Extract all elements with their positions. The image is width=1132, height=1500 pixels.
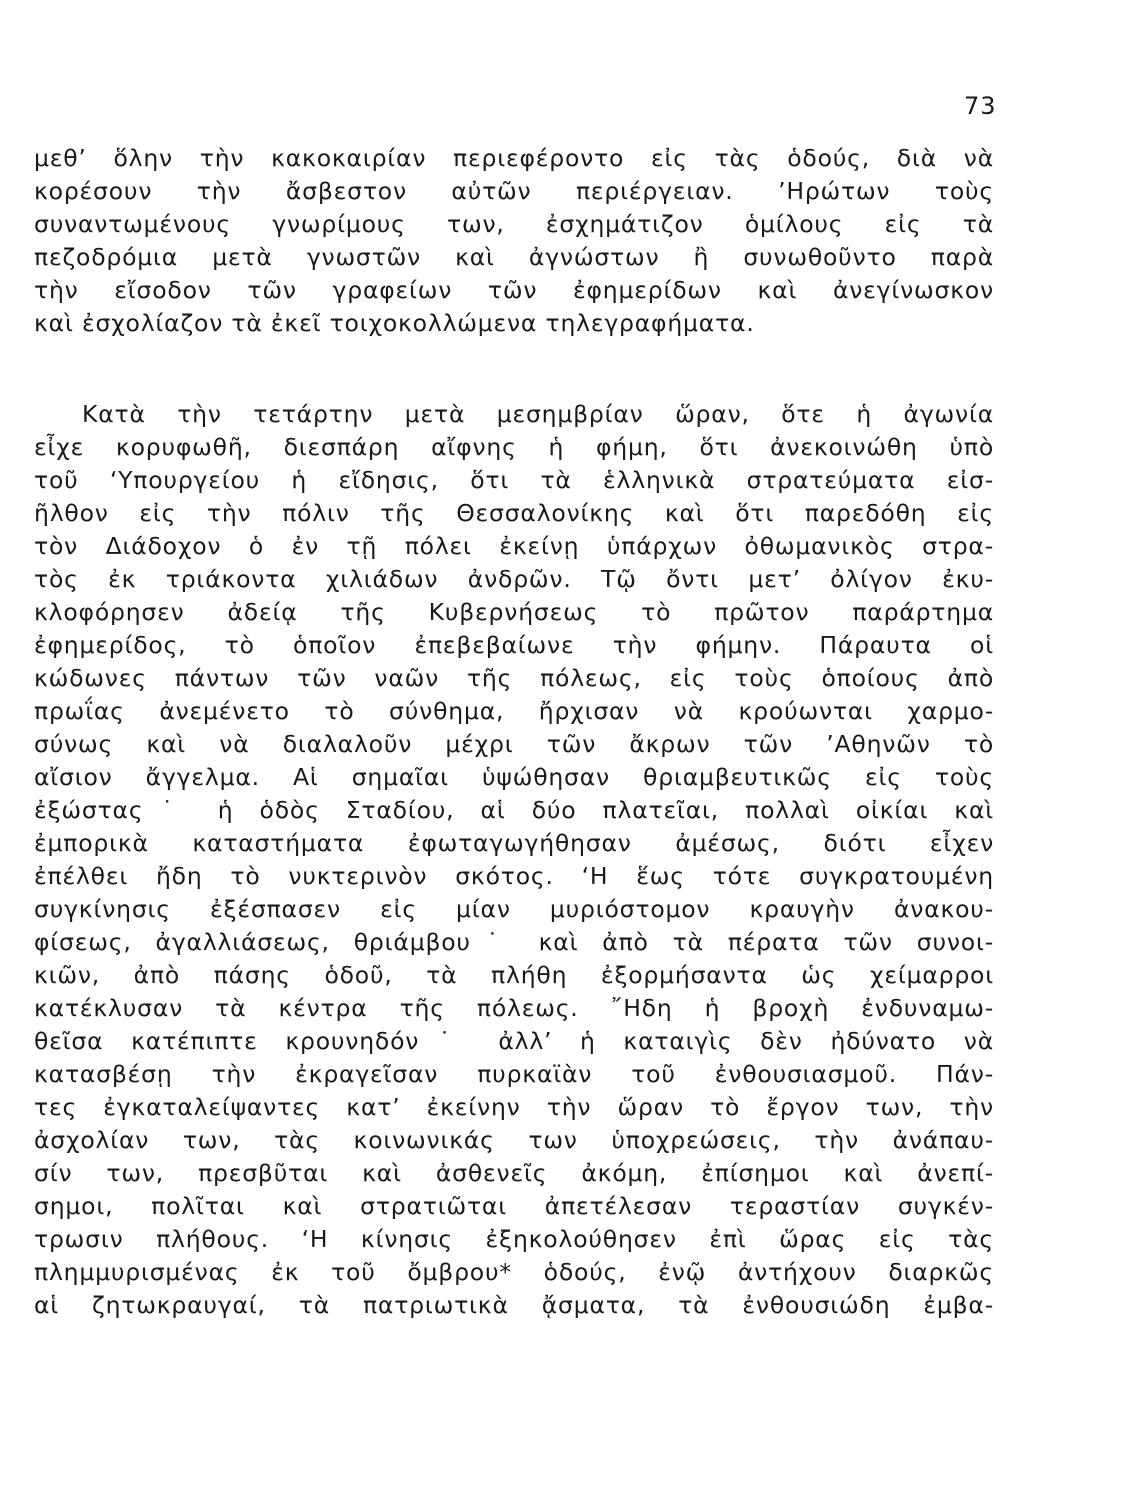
text-line: ῆλθον εἰς τὴν πόλιν τῆς Θεσσαλονίκης καὶ ὅτι παρεδόθη εἰς [34, 499, 994, 527]
paragraph-2 [34, 398, 994, 1322]
text-line: ἐμπορικὰ καταστήματα ἐφωταγωγήθησαν ἀμέσως, διότι εἶχεν [34, 829, 994, 857]
text-line: σημοι, πολῖται καὶ στρατιῶται ἀπετέλεσαν τεραστίαν συγκέν- [34, 1192, 994, 1220]
text-line: αἴσιον ἄγγελμα. Αἱ σημαῖαι ὑψώθησαν θριαμβευτικῶς εἰς τοὺς [34, 763, 994, 791]
text-line: πλημμυρισμένας ἐκ τοῦ ὄμβρου* ὁδούς, ἐνῷ ἀντήχουν διαρκῶς [34, 1258, 994, 1286]
text-line: κατέκλυσαν τὰ κέντρα τῆς πόλεως. ῎Ηδη ἡ βροχὴ ἐνδυναμω- [34, 994, 994, 1022]
text-line: εἶχε κορυφωθῆ, διεσπάρη αἴφνης ἡ φήμη, ὅτι ἀνεκοινώθη ὑπὸ [34, 433, 994, 461]
text-line: τὴν εἴσοδον τῶν γραφείων τῶν ἐφημερίδων καὶ ἀνεγίνωσκον [34, 276, 994, 304]
text-line: πρωΐας ἀνεμένετο τὸ σύνθημα, ἤρχισαν νὰ κρούωνται χαρμο- [34, 697, 994, 725]
text-line: κλοφόρησεν ἀδείᾳ τῆς Κυβερνήσεως τὸ πρῶτον παράρτημα [34, 598, 994, 626]
text-line: τρωσιν πλήθους. ‘Η κίνησις ἐξηκολούθησεν ἐπὶ ὥρας εἰς τὰς [34, 1225, 994, 1253]
text-line: τὸς ἐκ τριάκοντα χιλιάδων ἀνδρῶν. Τῷ ὄντι μετ’ ὀλίγον ἐκυ- [34, 565, 994, 593]
text-line: αἱ ζητωκραυγαί, τὰ πατριωτικὰ ᾄσματα, τὰ ἐνθουσιώδη ἐμβα- [34, 1291, 994, 1319]
text-line: σύνως καὶ νὰ διαλαλοῦν μέχρι τῶν ἄκρων τῶν ’Αθηνῶν τὸ [34, 730, 994, 758]
text-line: σίν των, πρεσβῦται καὶ ἀσθενεῖς ἀκόμη, ἐπίσημοι καὶ ἀνεπί- [34, 1159, 994, 1187]
text-line: τες ἐγκαταλείψαντες κατ’ ἐκείνην τὴν ὥραν τὸ ἔργον των, τὴν [34, 1093, 994, 1121]
text-line: Κατὰ τὴν τετάρτην μετὰ μεσημβρίαν ὥραν, ὅτε ἡ ἀγωνία [82, 400, 994, 428]
text-line: μεθ’ ὅλην τὴν κακοκαιρίαν περιεφέροντο εἰς τὰς ὁδούς, διὰ νὰ [34, 144, 994, 172]
text-line: τοῦ ‘Υπουργείου ἡ εἴδησις, ὅτι τὰ ἑλληνικὰ στρατεύματα εἰσ- [34, 466, 994, 494]
text-line: κορέσουν τὴν ἄσβεστον αὐτῶν περιέργειαν. ’Ηρώτων τοὺς [34, 177, 994, 205]
text-line: κιῶν, ἀπὸ πάσης ὁδοῦ, τὰ πλήθη ἐξορμήσαντα ὡς χείμαρροι [34, 961, 994, 989]
text-line: καὶ ἐσχολίαζον τὰ ἐκεῖ τοιχοκολλώμενα τηλεγραφήματα. [34, 309, 755, 337]
text-line: κώδωνες πάντων τῶν ναῶν τῆς πόλεως, εἰς τοὺς ὁποίους ἀπὸ [34, 664, 994, 692]
text-line: τὸν Διάδοχον ὁ ἐν τῇ πόλει ἐκείνῃ ὑπάρχων ὀθωμανικὸς στρα- [34, 532, 994, 560]
text-line: πεζοδρόμια μετὰ γνωστῶν καὶ ἀγνώστων ἢ συνωθοῦντο παρὰ [34, 243, 994, 271]
paragraph-1 [34, 142, 994, 340]
text-line: συναντωμένους γνωρίμους των, ἐσχημάτιζον ὁμίλους εἰς τὰ [34, 210, 994, 238]
text-line: ἐφημερίδος, τὸ ὁποῖον ἐπεβεβαίωνε τὴν φήμην. Πάραυτα οἱ [34, 631, 994, 659]
text-line: συγκίνησις ἐξέσπασεν εἰς μίαν μυριόστομον κραυγὴν ἀνακου- [34, 895, 994, 923]
text-line: φίσεως, ἀγαλλιάσεως, θριάμβου˙ καὶ ἀπὸ τὰ πέρατα τῶν συνοι- [34, 928, 994, 956]
text-line: ἐπέλθει ἤδη τὸ νυκτερινὸν σκότος. ‘Η ἕως τότε συγκρατουμένη [34, 862, 994, 890]
text-line: κατασβέσῃ τὴν ἐκραγεῖσαν πυρκαϊὰν τοῦ ἐνθουσιασμοῦ. Πάν- [34, 1060, 994, 1088]
page-number: 73 [964, 92, 997, 120]
text-line: θεῖσα κατέπιπτε κρουνηδόν˙ ἀλλ’ ἡ καταιγὶς δὲν ἠδύνατο νὰ [34, 1027, 994, 1055]
text-line: ἀσχολίαν των, τὰς κοινωνικάς των ὑποχρεώσεις, τὴν ἀνάπαυ- [34, 1126, 994, 1154]
text-line: ἐξώστας˙ ἡ ὁδὸς Σταδίου, αἱ δύο πλατεῖαι, πολλαὶ οἰκίαι καὶ [34, 796, 994, 824]
